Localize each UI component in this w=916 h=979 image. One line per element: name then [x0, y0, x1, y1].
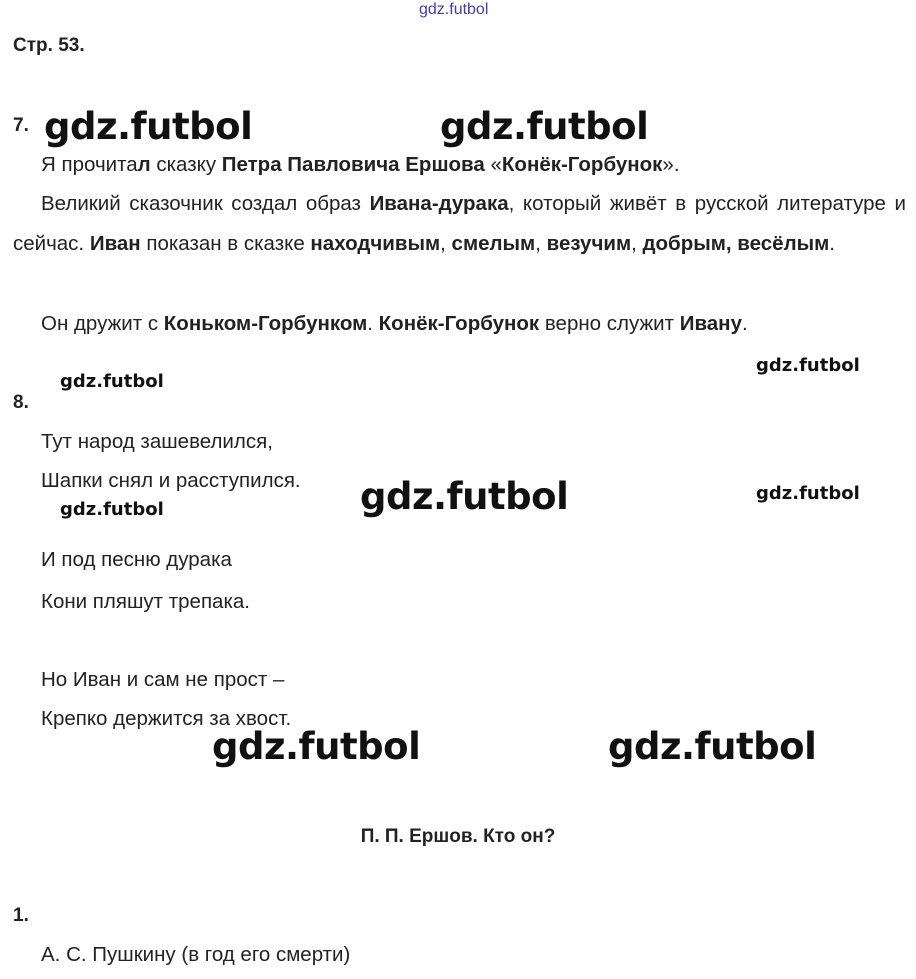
- watermark-small: gdz.futbol: [756, 355, 860, 376]
- watermark-small: gdz.futbol: [60, 499, 164, 520]
- poem-line: Крепко держится за хвост.: [41, 707, 292, 730]
- watermark: gdz.futbol: [608, 725, 817, 768]
- section-title: П. П. Ершов. Кто он?: [360, 826, 556, 847]
- watermark: gdz.futbol: [440, 105, 649, 148]
- task-number: 8.: [13, 392, 29, 413]
- poem-line: Кони пляшут трепака.: [41, 590, 250, 613]
- watermark-small: gdz.futbol: [60, 371, 164, 392]
- watermark: gdz.futbol: [212, 725, 421, 768]
- task-number: 7.: [13, 115, 29, 136]
- task1-answer: А. С. Пушкину (в год его смерти): [41, 943, 351, 966]
- task7-line1: Я прочитал сказку Петра Павловича Ершова «Конёк-Горбунок».: [41, 153, 680, 176]
- poem-line: Шапки снял и расступился.: [41, 469, 301, 492]
- poem-line: Но Иван и сам не прост –: [41, 668, 285, 691]
- task7-line3: Он дружит с Коньком-Горбунком. Конёк-Горбунок верно служит Ивану.: [41, 312, 748, 335]
- poem-line: Тут народ зашевелился,: [41, 430, 273, 453]
- task7-paragraph: Великий сказочник создал образ Ивана-дурака, который живёт в русской литературе и сейчас. Иван показан в сказке находчивым, смелым, везучим, добрым, весёлым.: [13, 192, 906, 255]
- watermark: gdz.futbol: [360, 475, 569, 518]
- watermark-small: gdz.futbol: [756, 483, 860, 504]
- page-header: Стр. 53.: [13, 35, 85, 56]
- watermark: gdz.futbol: [44, 105, 253, 148]
- task-number: 1.: [13, 905, 29, 926]
- watermark-top: gdz.futbol: [419, 1, 489, 18]
- poem-line: И под песню дурака: [41, 548, 232, 571]
